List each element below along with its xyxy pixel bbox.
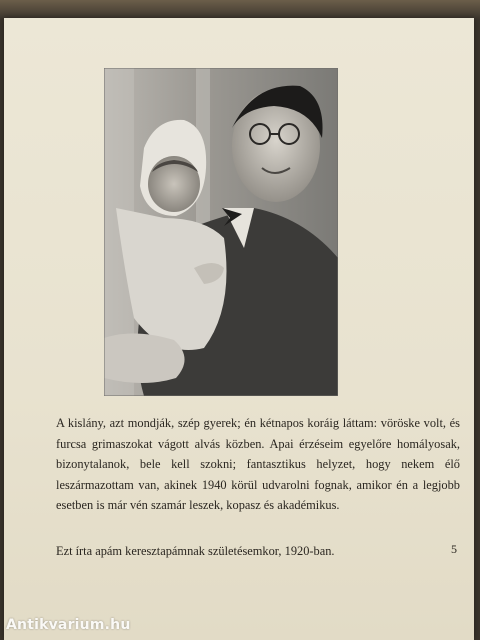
photo-illustration	[104, 68, 338, 396]
page-top-edge	[0, 0, 480, 20]
body-paragraph	[56, 413, 460, 516]
watermark-text: Antikvarium.hu	[6, 617, 131, 633]
paragraph-text: A kislány, azt mondják, szép gyerek; én kétnapos koráig láttam: vöröske volt, és furcsa grimaszokat vágott alvás közben. Apai érzéseim egyelőre homályosak, bizonytalanok, bele kell szokni; fantasztikus helyzet, hogy nekem élő leszármazottam van, akinek 1940 körül udvarolni fognak, amikor én a legjobb esetben is már vén szamár leszek, kopasz és akadémikus.	[56, 416, 460, 513]
photo	[104, 68, 338, 396]
page-number: 5	[451, 542, 457, 556]
caption: Ezt írta apám keresztapámnak születésemkor, 1920-ban.	[56, 544, 335, 558]
